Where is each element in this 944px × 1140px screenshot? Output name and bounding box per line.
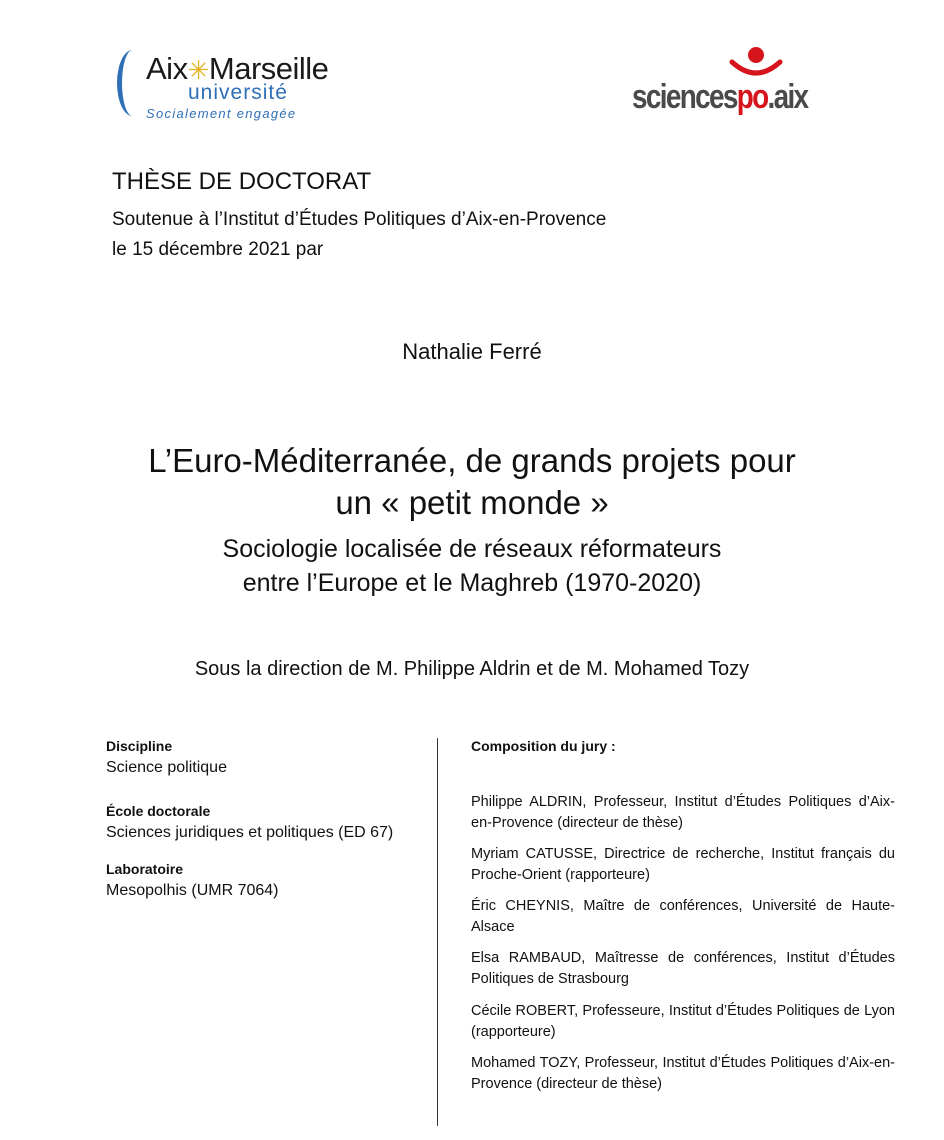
supervision-line: Sous la direction de M. Philippe Aldrin et de M. Mohamed Tozy bbox=[194, 658, 750, 680]
author-name: Nathalie Ferré bbox=[402, 339, 542, 364]
title-line-2: un « petit monde » bbox=[335, 484, 609, 521]
discipline-value: Science politique bbox=[106, 759, 227, 776]
jury-member: Mohamed TOZY, Professeur, Institut d’Études Politiques d’Aix-en-Provence (directeur de thèse) bbox=[471, 1055, 895, 1092]
aix-marseille-universite-logo bbox=[112, 50, 352, 130]
logo-name: Aix✳Marseille bbox=[146, 51, 329, 86]
jury-heading: Composition du jury : bbox=[471, 738, 616, 754]
defense-line-2: le 15 décembre 2021 par bbox=[112, 239, 324, 260]
laboratory-label: Laboratoire bbox=[106, 861, 184, 877]
doctoral-school-value: Sciences juridiques et politiques (ED 67) bbox=[106, 824, 394, 841]
asterisk-icon: ✳ bbox=[187, 55, 209, 85]
thesis-title bbox=[0, 440, 944, 524]
document-type: THÈSE DE DOCTORAT bbox=[112, 168, 372, 195]
figure-icon bbox=[726, 46, 786, 82]
discipline-label: Discipline bbox=[106, 738, 173, 754]
logo-sub: université bbox=[188, 81, 288, 104]
jury-member: Philippe ALDRIN, Professeur, Institut d’Études Politiques d’Aix-en-Provence (directeur de thèse) bbox=[471, 794, 895, 831]
column-divider bbox=[437, 738, 438, 1126]
sciencespo-aix-logo bbox=[630, 46, 830, 126]
jury-member: Cécile ROBERT, Professeure, Institut d’Études Politiques de Lyon (rapporteure) bbox=[471, 1003, 895, 1040]
thesis-subtitle bbox=[0, 532, 944, 600]
title-line-1: L’Euro-Méditerranée, de grands projets pour bbox=[148, 442, 796, 479]
subtitle-line-2: entre l’Europe et le Maghreb (1970-2020) bbox=[242, 569, 702, 597]
jury-member: Éric CHEYNIS, Maître de conférences, Université de Haute-Alsace bbox=[471, 898, 895, 935]
jury-member: Elsa RAMBAUD, Maîtresse de conférences, Institut d’Études Politiques de Strasbourg bbox=[471, 950, 895, 987]
jury-member: Myriam CATUSSE, Directrice de recherche, Institut français du Proche-Orient (rapporteure) bbox=[471, 846, 895, 883]
subtitle-line-1: Sociologie localisée de réseaux réformateurs bbox=[222, 535, 722, 563]
defense-line-1: Soutenue à l’Institut d’Études Politiques d’Aix-en-Provence bbox=[112, 209, 607, 230]
doctoral-school-label: École doctorale bbox=[106, 803, 211, 819]
logo-tagline: Socialement engagée bbox=[146, 106, 297, 121]
logo-bracket bbox=[117, 50, 148, 116]
logo-wordmark: sciencespo.aix bbox=[632, 78, 808, 116]
laboratory-value: Mesopolhis (UMR 7064) bbox=[106, 882, 279, 899]
